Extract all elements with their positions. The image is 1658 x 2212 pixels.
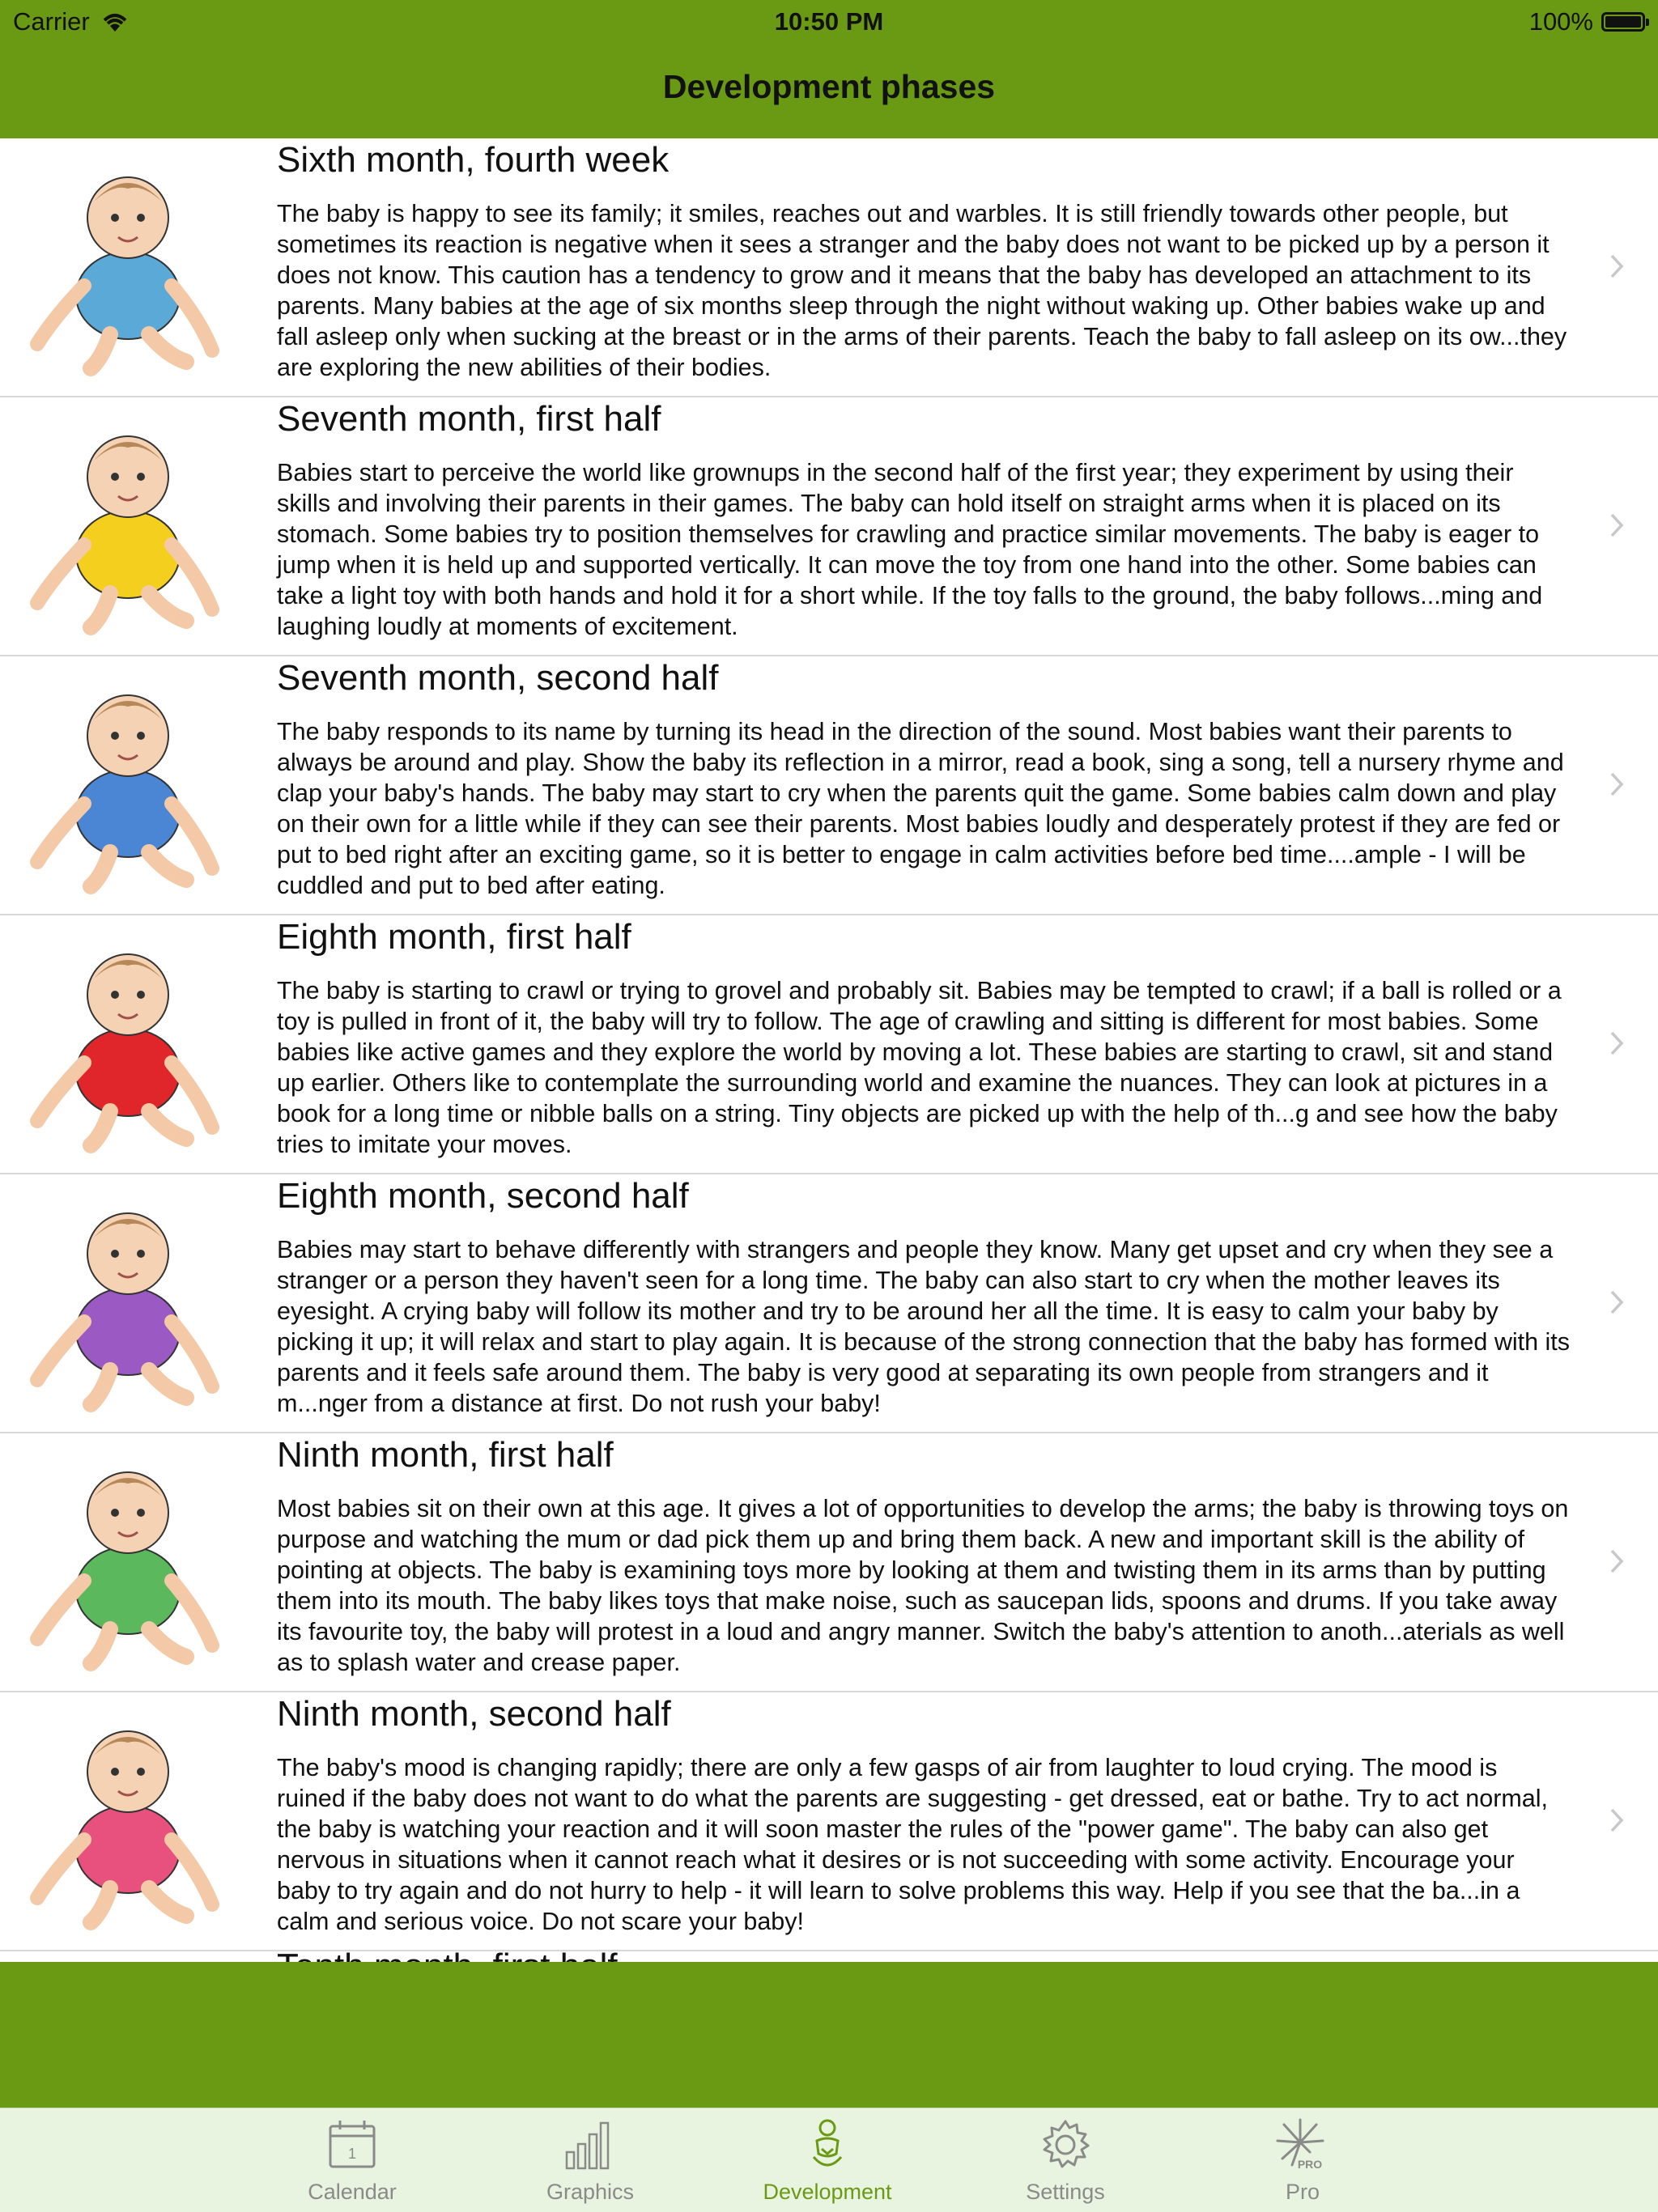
baby-leg-right: [149, 1888, 186, 1916]
phase-title: Seventh month, second half: [277, 658, 719, 698]
baby-arm-right: [172, 286, 212, 350]
baby-leg-left: [91, 1888, 110, 1922]
list-item[interactable]: [0, 397, 1658, 656]
baby-eye-right: [137, 1250, 145, 1258]
baby-arm-left: [37, 804, 84, 862]
pro-badge: PRO: [1297, 2158, 1323, 2171]
baby-arm-left: [37, 1581, 84, 1639]
phase-title: Eighth month, first half: [277, 917, 631, 957]
chevron-right-icon: [1609, 512, 1624, 538]
baby-eye-right: [137, 1768, 145, 1776]
phase-description: Babies may start to behave differently with strangers and people they know. Many get upset and cry when they see a stranger or a person they haven't seen for a long time. The baby can also start to cry when the mother leaves its eyesight. A crying baby will follow its mother and try to be around her all the time. It is easy to calm your baby by picking it up; it will relax and start to play again. It is because of the strong connection that the baby has formed with its parents and it feels safe around them. The baby is very good at separating its own people from strangers and it m...nger from a distance at first. Do not rush your baby!: [277, 1236, 1571, 1417]
baby-arm-left: [37, 545, 84, 603]
tab-settings[interactable]: [976, 2108, 1154, 2212]
phase-title: Sixth month, fourth week: [277, 140, 670, 180]
chevron-right-icon: [1609, 1289, 1624, 1315]
baby-shirt: [76, 1029, 180, 1116]
phase-description: The baby is happy to see its family; it smiles, reaches out and warbles. It is still friendly towards other people, but sometimes its reaction is negative when it sees a stranger and the baby does not want to be picked up by a person it does not know. This caution has a tendency to grow and it means that the baby has developed an attachment to its parents. Many babies at the age of six months sleep through the night without waking up. Other babies wake up and fall asleep only when sucking at the breast or in the arms of their parents. Teach the baby to fall asleep on its ow...they are exploring the new abilities of their bodies.: [277, 200, 1567, 381]
calendar-day: 1: [347, 2146, 357, 2162]
phase-description: The baby responds to its name by turning its head in the direction of the sound. Most babies want their parents to always be around and play. Show the baby its reflection in a mirror, read a book, sing a song, tell a nursery rhyme and clap your baby's hands. The baby may start to cry when the parents quit the game. Some babies calm down and play on their own for a little while if they can see their parents. Most babies loudly and desperately protest if they are fed or put to bed right after an exciting game, so it is better to engage in calm activities before bed time....ample - I will be cuddled and put to bed after eating.: [277, 718, 1564, 899]
baby-shirt: [76, 1288, 180, 1375]
baby-leg-right: [149, 1370, 186, 1398]
phase-title: Eighth month, second half: [277, 1176, 689, 1216]
tab-graphics[interactable]: [501, 2108, 679, 2212]
baby-arm-right: [172, 545, 212, 609]
baby-eye-left: [111, 214, 119, 222]
baby-arm-right: [172, 1322, 212, 1386]
baby-leg-right: [149, 334, 186, 362]
tab-label: Calendar: [308, 2180, 397, 2204]
bar-chart-icon: [562, 2116, 619, 2173]
list-item[interactable]: [0, 138, 1658, 397]
baby-illustration-icon: [13, 1451, 243, 1675]
nav-header: [0, 0, 1658, 138]
status-bar: [0, 0, 1658, 45]
chevron-right-icon: [1609, 771, 1624, 797]
baby-leg-left: [91, 1370, 110, 1404]
baby-shirt: [76, 770, 180, 857]
baby-eye-right: [137, 991, 145, 999]
baby-head: [87, 1213, 168, 1294]
baby-illustration-icon: [13, 415, 243, 639]
baby-head: [87, 177, 168, 258]
phase-title: Ninth month, second half: [277, 1694, 671, 1734]
list-item[interactable]: [0, 1174, 1658, 1433]
gear-icon: [1037, 2116, 1094, 2173]
baby-shirt: [76, 1806, 180, 1893]
baby-arm-left: [37, 286, 84, 344]
baby-arm-right: [172, 1063, 212, 1127]
baby-leg-left: [91, 1629, 110, 1663]
chevron-right-icon: [1609, 1807, 1624, 1833]
baby-head: [87, 1731, 168, 1812]
baby-arm-right: [172, 1840, 212, 1904]
list-item[interactable]: [0, 656, 1658, 915]
baby-eye-left: [111, 473, 119, 481]
baby-arm-left: [37, 1063, 84, 1121]
baby-illustration-icon: [13, 1710, 243, 1934]
pro-flower-icon: [1274, 2116, 1331, 2173]
tab-label: Graphics: [546, 2180, 635, 2204]
tab-label: Settings: [1026, 2180, 1105, 2204]
baby-eye-left: [111, 991, 119, 999]
tab-pro[interactable]: [1214, 2108, 1392, 2212]
baby-illustration-icon: [13, 156, 243, 380]
baby-head: [87, 954, 168, 1035]
baby-arm-right: [172, 1581, 212, 1645]
battery-icon: [1601, 12, 1645, 32]
tab-bar: [0, 2108, 1658, 2212]
chevron-right-icon: [1609, 253, 1624, 279]
battery-percent: 100%: [1528, 7, 1593, 36]
phase-title: Ninth month, first half: [277, 1435, 614, 1475]
baby-arm-left: [37, 1840, 84, 1898]
banner-area: [0, 1962, 1658, 2108]
phase-title: Seventh month, first half: [277, 399, 661, 439]
development-phase-list[interactable]: [0, 138, 1658, 1962]
baby-illustration-icon: [13, 674, 243, 898]
phase-description: The baby is starting to crawl or trying to grovel and probably sit. Babies may be tempted to crawl; if a ball is rolled or a toy is pulled in front of it, the baby will try to follow. The age of crawling and sitting is different for most babies. Some babies like active games and they explore the world by moving a lot. These babies are starting to crawl, sit and stand up earlier. Others like to contemplate the surrounding world and examine the nuances. They can look at pictures in a book for a long time or nibble balls on a string. Tiny objects are picked up with the help of th...g and see how the baby tries to imitate your moves.: [277, 977, 1562, 1158]
baby-head: [87, 1472, 168, 1553]
tab-calendar[interactable]: [263, 2108, 441, 2212]
baby-shirt: [76, 252, 180, 339]
baby-shirt: [76, 1547, 180, 1634]
baby-leg-left: [91, 852, 110, 886]
tab-label: Pro: [1285, 2180, 1320, 2204]
baby-eye-right: [137, 473, 145, 481]
tab-label: Development: [763, 2180, 892, 2204]
baby-eye-left: [111, 732, 119, 740]
chevron-right-icon: [1609, 1030, 1624, 1056]
baby-shirt: [76, 511, 180, 598]
phase-description: The baby's mood is changing rapidly; there are only a few gasps of air from laughter to loud crying. The mood is ruined if the baby does not want to do what the parents are suggesting - get dressed, eat or bathe. Try to act normal, the baby is watching your reaction and it will soon master the rules of the "power game". The baby can also get nervous in situations when it cannot reach what it desires or is not succeeding with some activity. Encourage your baby to try again and do not hurry to help - it will learn to solve problems this way. Help if you see that the ba...in a calm and serious voice. Do not scare your baby!: [277, 1754, 1548, 1935]
baby-arm-right: [172, 804, 212, 868]
chevron-right-icon: [1609, 1548, 1624, 1574]
carrier-label: Carrier: [13, 7, 90, 36]
baby-leg-right: [149, 852, 186, 880]
baby-leg-left: [91, 334, 110, 368]
baby-head: [87, 436, 168, 517]
baby-head: [87, 695, 168, 776]
baby-leg-left: [91, 1111, 110, 1145]
phase-description: Most babies sit on their own at this age. It gives a lot of opportunities to develop the arms; the baby is throwing toys on purpose and watching the mum or dad pick them up and bring them back. A new and important skill is the ability of pointing at objects. The baby is examining toys more by looking at them and twisting them in its arms than by putting them into its mouth. The baby likes toys that make noise, such as saucepan lids, spoons and drums. If you take away its favourite toy, the baby will protest in a loud and angry manner. Switch the baby's attention to anoth...aterials as well as to splash water and crease paper.: [277, 1495, 1569, 1676]
tab-development[interactable]: [738, 2108, 916, 2212]
baby-illustration-icon: [13, 1192, 243, 1416]
baby-eye-right: [137, 1509, 145, 1517]
page-title: Development phases: [662, 68, 996, 105]
baby-leg-right: [149, 1111, 186, 1139]
list-item[interactable]: [0, 1692, 1658, 1951]
baby-eye-left: [111, 1768, 119, 1776]
status-right: [1529, 7, 1645, 36]
status-time: 10:50 PM: [774, 7, 884, 36]
phase-description: Babies start to perceive the world like grownups in the second half of the first year; they experiment by using their skills and involving their parents in their games. The baby can hold itself on straight arms when it is placed on its stomach. Some babies try to position themselves for crawling and practice similar movements. The baby is eager to jump when it is held up and supported vertically. It can move the toy from one hand into the other. Some babies can take a light toy with both hands and hold it for a short while. If the toy falls to the ground, the baby follows...ming and laughing loudly at moments of excitement.: [277, 459, 1543, 640]
baby-leg-right: [149, 1629, 186, 1657]
baby-leg-left: [91, 593, 110, 627]
baby-icon: [799, 2116, 856, 2173]
baby-illustration-icon: [13, 933, 243, 1157]
baby-arm-left: [37, 1322, 84, 1380]
list-item[interactable]: [0, 1433, 1658, 1692]
baby-eye-right: [137, 214, 145, 222]
baby-eye-left: [111, 1250, 119, 1258]
baby-eye-left: [111, 1509, 119, 1517]
calendar-icon: [324, 2116, 380, 2173]
list-item[interactable]: [0, 915, 1658, 1174]
baby-eye-right: [137, 732, 145, 740]
baby-leg-right: [149, 593, 186, 621]
